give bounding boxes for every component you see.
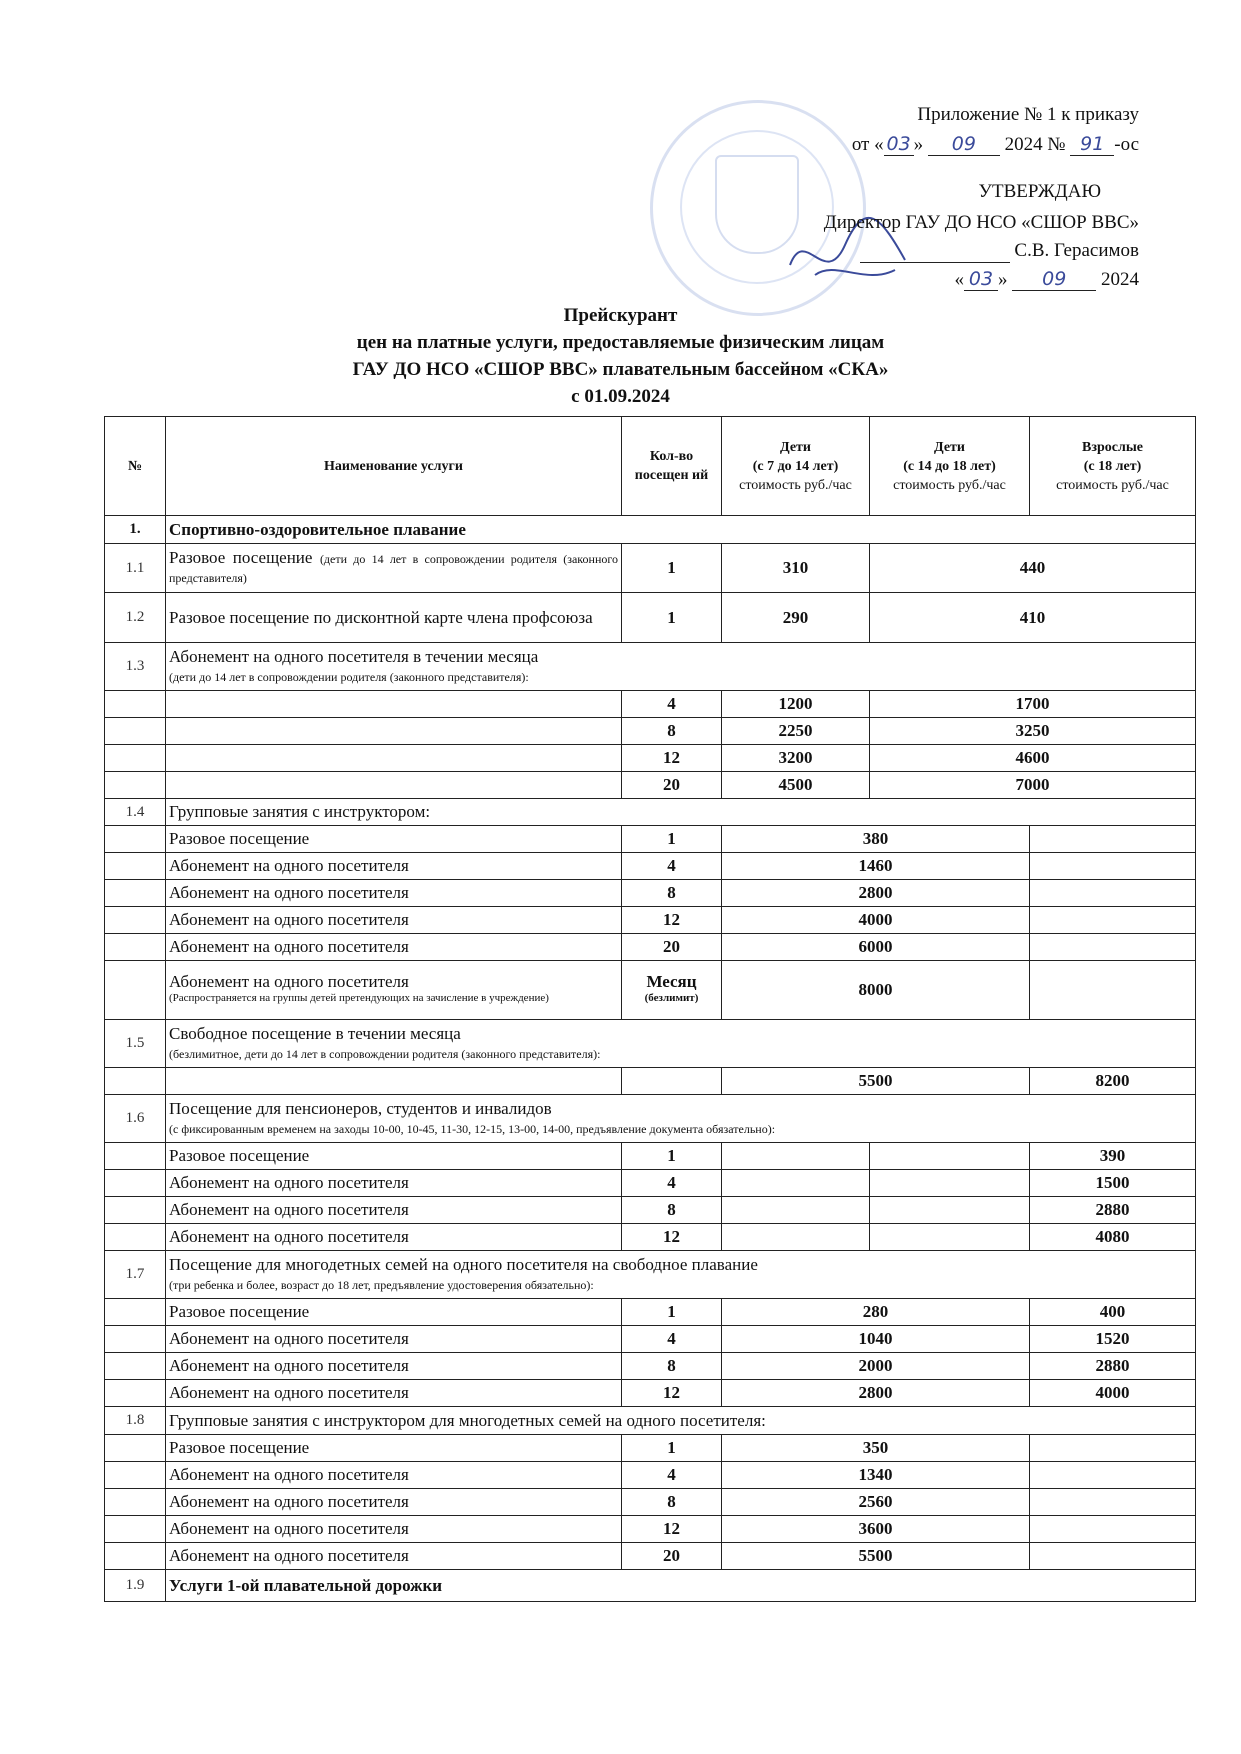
table-row: [105, 826, 1196, 853]
row-name: Абонемент на одного посетителя: [166, 1462, 622, 1489]
visits-cell: 12: [622, 1224, 722, 1251]
date-year: 2024: [1101, 269, 1139, 290]
header-adults-cost: стоимость руб./час: [1056, 477, 1169, 493]
table-row: [105, 934, 1196, 961]
header-adults: [1030, 417, 1196, 516]
visits-cell: 8: [622, 1489, 722, 1516]
table-row: [105, 799, 1196, 826]
header-num: №: [105, 417, 166, 516]
price-kids: 3200: [722, 745, 870, 772]
service-name: Разовое посещение: [169, 548, 313, 567]
row-num: 1.3: [105, 643, 166, 691]
visits-cell: 4: [622, 691, 722, 718]
row-name: [166, 544, 622, 593]
header-adults-label: Взрослые: [1082, 439, 1143, 455]
row-num: 1.1: [105, 544, 166, 593]
table-row: [105, 1299, 1196, 1326]
table-header-row: [105, 417, 1196, 516]
row-name: Разовое посещение: [166, 1299, 622, 1326]
price-kids: 5500: [722, 1068, 1030, 1095]
price-kids: 350: [722, 1435, 1030, 1462]
header-kids1-label: Дети: [780, 439, 811, 455]
visits-cell: 8: [622, 880, 722, 907]
price-older: 410: [870, 593, 1196, 643]
visits-cell: 1: [622, 1143, 722, 1170]
visits-cell: 1: [622, 1435, 722, 1462]
price-kids: 3600: [722, 1516, 1030, 1543]
price-adults: 2880: [1030, 1197, 1196, 1224]
header-kids-14-18: [870, 417, 1030, 516]
service-note: (Распространяется на группы детей претендующих на зачисление в учреждение): [169, 992, 549, 1004]
row-name: Услуги 1-ой плавательной дорожки: [166, 1570, 1196, 1602]
table-row: [105, 1068, 1196, 1095]
director-name: С.В. Герасимов: [1014, 240, 1139, 261]
service-note: (дети до 14 лет в сопровождении родителя (законного представителя):: [169, 669, 529, 684]
visits-cell: 12: [622, 1380, 722, 1407]
table-row: [105, 691, 1196, 718]
table-row: [105, 1170, 1196, 1197]
date-month: 09: [1012, 268, 1096, 291]
row-name: Абонемент на одного посетителя: [166, 1326, 622, 1353]
row-name: Абонемент на одного посетителя: [166, 1516, 622, 1543]
director-name-line: [860, 240, 1139, 263]
row-name: Абонемент на одного посетителя: [166, 853, 622, 880]
header-adults-age: (с 18 лет): [1083, 458, 1142, 474]
visits-month: Месяц: [646, 972, 697, 991]
visits-cell: 4: [622, 853, 722, 880]
row-num: 1.2: [105, 593, 166, 643]
header-kids2-cost: стоимость руб./час: [893, 477, 1006, 493]
visits-cell: 4: [622, 1326, 722, 1353]
price-older: 8200: [1030, 1068, 1196, 1095]
price-older: 4000: [1030, 1380, 1196, 1407]
table-row: [105, 880, 1196, 907]
visits-cell: 4: [622, 1170, 722, 1197]
visits-cell: 20: [622, 772, 722, 799]
price-older: 1520: [1030, 1326, 1196, 1353]
doc-subtitle-2: ГАУ ДО НСО «СШОР ВВС» плавательным бассейном «СКА»: [352, 359, 889, 380]
table-row: [105, 1380, 1196, 1407]
table-row: [105, 1326, 1196, 1353]
order-suffix: -ос: [1114, 134, 1139, 155]
table-row: [105, 544, 1196, 593]
visits-cell: 12: [622, 1516, 722, 1543]
row-name: Абонемент на одного посетителя: [166, 1353, 622, 1380]
table-row: [105, 907, 1196, 934]
price-kids: 310: [722, 544, 870, 593]
row-name: Разовое посещение: [166, 1143, 622, 1170]
visits-cell: 1: [622, 1299, 722, 1326]
row-name: Абонемент на одного посетителя: [166, 1489, 622, 1516]
price-adults: 4080: [1030, 1224, 1196, 1251]
date-prefix: «: [954, 269, 964, 290]
table-row: [105, 1197, 1196, 1224]
row-num: 1.8: [105, 1407, 166, 1435]
visits-cell: 8: [622, 1353, 722, 1380]
price-kids: 1200: [722, 691, 870, 718]
service-name: Абонемент на одного посетителя в течении месяца: [169, 646, 539, 666]
header-kids1-age: (с 7 до 14 лет): [752, 458, 839, 474]
visits-cell: [622, 961, 722, 1020]
price-kids: 380: [722, 826, 1030, 853]
service-name: Свободное посещение в течении месяца: [169, 1023, 461, 1043]
price-kids: 2800: [722, 1380, 1030, 1407]
appendix-text: Приложение № 1 к приказу: [917, 104, 1139, 125]
row-name: Разовое посещение: [166, 826, 622, 853]
order-line: [852, 133, 1139, 156]
table-row: [105, 961, 1196, 1020]
price-adults: 1500: [1030, 1170, 1196, 1197]
visits-cell: 20: [622, 934, 722, 961]
service-name: Посещение для многодетных семей на одного посетителя на свободное плавание: [169, 1254, 758, 1274]
row-name: Абонемент на одного посетителя: [166, 934, 622, 961]
price-kids: 2000: [722, 1353, 1030, 1380]
approve-text: УТВЕРЖДАЮ: [978, 181, 1101, 202]
row-num: 1.9: [105, 1570, 166, 1602]
section-row: [105, 516, 1196, 544]
table-row: [105, 745, 1196, 772]
doc-subtitle-1: цен на платные услуги, предоставляемые физическим лицам: [356, 332, 885, 353]
director-title: Директор ГАУ ДО НСО «СШОР ВВС»: [823, 212, 1139, 233]
visits-cell: 8: [622, 718, 722, 745]
price-kids: 2800: [722, 880, 1030, 907]
section-title: Спортивно-оздоровительное плавание: [166, 516, 1196, 544]
appendix-line: [917, 104, 1139, 126]
row-name: Разовое посещение по дисконтной карте члена профсоюза: [166, 593, 622, 643]
row-name: Абонемент на одного посетителя: [166, 1197, 622, 1224]
row-name: Абонемент на одного посетителя: [166, 1224, 622, 1251]
header-kids2-age: (с 14 до 18 лет): [903, 458, 996, 474]
price-kids: 1340: [722, 1462, 1030, 1489]
table-row: [105, 1095, 1196, 1143]
price-older: 2880: [1030, 1353, 1196, 1380]
price-older: 3250: [870, 718, 1196, 745]
price-kids: 2560: [722, 1489, 1030, 1516]
visits-unlimited: (безлимит): [644, 992, 699, 1004]
row-num: 1.7: [105, 1251, 166, 1299]
row-name: [166, 1020, 1196, 1068]
price-older: 4600: [870, 745, 1196, 772]
row-name: Абонемент на одного посетителя: [166, 880, 622, 907]
order-number: 91: [1070, 133, 1114, 156]
table-row: [105, 1516, 1196, 1543]
table-row: [105, 1143, 1196, 1170]
table-row: [105, 1251, 1196, 1299]
price-kids: 2250: [722, 718, 870, 745]
price-table: [104, 416, 1196, 1602]
price-older: 1700: [870, 691, 1196, 718]
row-name: Абонемент на одного посетителя: [166, 1170, 622, 1197]
service-name: Посещение для пенсионеров, студентов и инвалидов: [169, 1098, 552, 1118]
table-row: [105, 1543, 1196, 1570]
row-name: Абонемент на одного посетителя: [166, 1380, 622, 1407]
visits-cell: 12: [622, 745, 722, 772]
price-older: 440: [870, 544, 1196, 593]
row-num: 1.6: [105, 1095, 166, 1143]
row-name: Абонемент на одного посетителя: [166, 907, 622, 934]
header-kids-7-14: [722, 417, 870, 516]
doc-effective-date: с 01.09.2024: [571, 386, 670, 407]
order-day: 03: [884, 133, 914, 156]
price-kids: 5500: [722, 1543, 1030, 1570]
service-note: (с фиксированным временем на заходы 10-00, 10-45, 11-30, 12-15, 13-00, 14-00, предъявление документа обязательно):: [169, 1121, 776, 1136]
header-visits: Кол-во посещен ий: [622, 417, 722, 516]
row-name: [166, 643, 1196, 691]
row-num: 1.4: [105, 799, 166, 826]
row-num: 1.: [105, 516, 166, 544]
price-kids: 4000: [722, 907, 1030, 934]
table-row: [105, 853, 1196, 880]
table-row: [105, 1570, 1196, 1602]
price-older: 7000: [870, 772, 1196, 799]
row-name: Абонемент на одного посетителя: [166, 1543, 622, 1570]
approve-date-line: [955, 268, 1140, 291]
header-kids2-label: Дети: [934, 439, 965, 455]
service-note: (безлимитное, дети до 14 лет в сопровождении родителя (законного представителя):: [169, 1046, 601, 1061]
price-kids: 4500: [722, 772, 870, 799]
table-row: [105, 1353, 1196, 1380]
doc-title: Прейскурант: [563, 305, 678, 326]
table-row: [105, 1462, 1196, 1489]
date-sep: »: [998, 269, 1008, 290]
row-name: [166, 1251, 1196, 1299]
price-kids: 290: [722, 593, 870, 643]
price-kids: 6000: [722, 934, 1030, 961]
row-name: [166, 1095, 1196, 1143]
price-kids: 1040: [722, 1326, 1030, 1353]
table-row: [105, 1224, 1196, 1251]
order-year: 2024 №: [1004, 134, 1066, 155]
approve-line: [979, 181, 1101, 203]
visits-cell: 1: [622, 826, 722, 853]
price-older: 400: [1030, 1299, 1196, 1326]
table-row: [105, 1407, 1196, 1435]
row-num: 1.5: [105, 1020, 166, 1068]
table-row: [105, 772, 1196, 799]
table-row: [105, 718, 1196, 745]
row-name: Разовое посещение: [166, 1435, 622, 1462]
visits-cell: 12: [622, 907, 722, 934]
table-row: [105, 1020, 1196, 1068]
price-kids: 8000: [722, 961, 1030, 1020]
date-day: 03: [964, 268, 998, 291]
service-name: Абонемент на одного посетителя: [169, 972, 409, 991]
order-prefix: от «: [851, 134, 884, 155]
row-name: Групповые занятия с инструктором для многодетных семей на одного посетителя:: [166, 1407, 1196, 1435]
table-row: [105, 643, 1196, 691]
director-line: [824, 212, 1139, 234]
visits-cell: 1: [622, 544, 722, 593]
table-row: [105, 593, 1196, 643]
service-note: (три ребенка и более, возраст до 18 лет, предъявление удостоверения обязательно):: [169, 1277, 594, 1292]
price-kids: 280: [722, 1299, 1030, 1326]
service-note: (дети до 14 лет в сопровождении родителя (законного представителя): [169, 552, 618, 585]
order-month: 09: [928, 133, 1000, 156]
header-kids1-cost: стоимость руб./час: [739, 477, 852, 493]
header-name: Наименование услуги: [166, 417, 622, 516]
row-name: Групповые занятия с инструктором:: [166, 799, 1196, 826]
visits-cell: 8: [622, 1197, 722, 1224]
table-row: [105, 1435, 1196, 1462]
price-kids: 1460: [722, 853, 1030, 880]
order-sep: »: [913, 134, 924, 155]
visits-cell: 20: [622, 1543, 722, 1570]
table-row: [105, 1489, 1196, 1516]
visits-cell: 1: [622, 593, 722, 643]
visits-cell: 4: [622, 1462, 722, 1489]
price-adults: 390: [1030, 1143, 1196, 1170]
row-name: [166, 961, 622, 1020]
